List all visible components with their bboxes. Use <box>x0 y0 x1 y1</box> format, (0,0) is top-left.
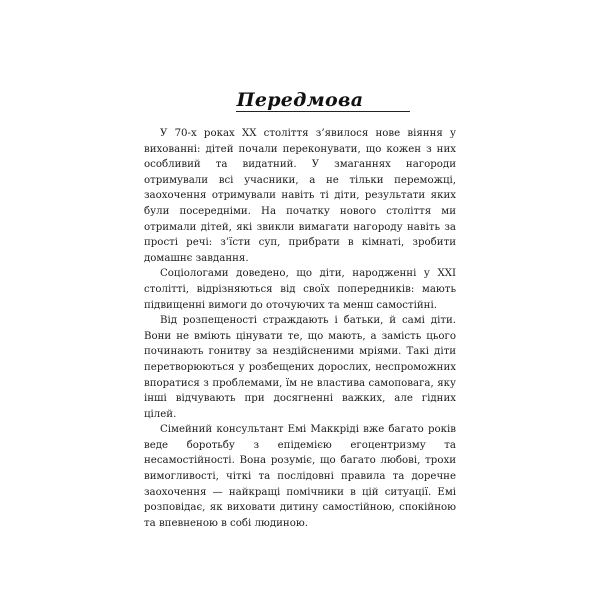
paragraph: Соціологами доведено, що діти, народженні у XXI столітті, відрізняються від своїх попередників: мають підвищенні вимоги до оточуючих та менш самостійні. <box>144 268 456 311</box>
title-underline <box>236 111 410 112</box>
body-text <box>144 126 456 531</box>
paragraph: У 70-х роках XX століття з’явилося нове віяння у вихованні: дітей почали переконувати, що кожен з них особливий та видатний. У змаганнях нагороди отримували всі учасники, а не тільки переможці, заохочення отримували навіть ті діти, результати яких були посередніми. На початку нового століття ми отримали дітей, які звикли вимагати нагороду навіть за прості речі: з’їсти суп, прибрати в кімнаті, зробити домашнє завдання. <box>144 128 456 264</box>
paragraph: Сімейний консультант Емі Маккріді вже багато років веде боротьбу з епідемією егоцентризму та несамостійності. Вона розуміє, що багато любові, трохи вимогливості, чіткі та послідовні правила та доречне заохочення — найкращі помічники в цій ситуації. Емі розповідає, як виховати дитину самостійною, спокійною та впевненою в собі людиною. <box>144 424 456 529</box>
paragraph: Від розпещеності страждають і батьки, й самі діти. Вони не вміють цінувати те, що мають, а замість цього починають гонитву за нездійсненими мріями. Такі діти перетворюються у розбещених дорослих, неспроможних впоратися з проблемами, їм не властива самоповага, яку інші відчувають при досягненні важких, але гідних цілей. <box>144 315 456 420</box>
page-title: Передмова <box>236 89 364 111</box>
